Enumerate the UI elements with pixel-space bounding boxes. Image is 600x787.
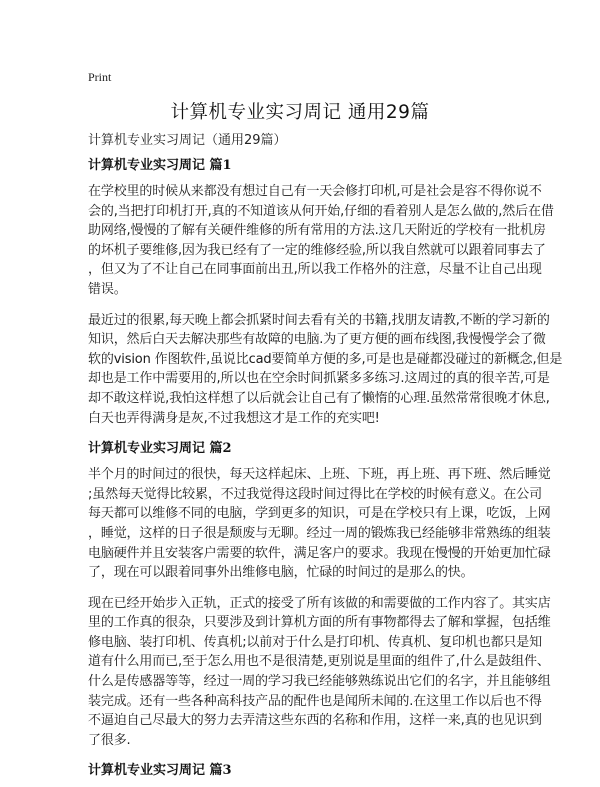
paragraph-line: 了很多.: [88, 732, 131, 748]
paragraph-line: 半个月的时间过的很快，每天这样起床、上班、下班，再上班、再下班、然后睡觉: [88, 467, 551, 483]
paragraph-line: 什么是传感器等等，经过一周的学习我已经能够熟练说出它们的名字，并且能够组: [88, 674, 551, 690]
paragraph-line: 会的,当把打印机打开,真的不知道该从何开始,仔细的看着别人是怎么做的,然后在借: [88, 203, 554, 219]
paragraph-line: 了，现在可以跟着同事外出维修电脑，忙碌的时间过的是那么的快。: [88, 565, 474, 581]
paragraph-line: 道有什么用而已,至于怎么用也不是很清楚,更别说是里面的组件了,什么是鼓组件、: [88, 654, 550, 670]
paragraph-line: 修电脑、装打印机、传真机;以前对于什么是打印机、传真机、复印机也都只是知: [88, 634, 542, 650]
print-link[interactable]: Print: [88, 70, 112, 84]
paragraph-line: 电脑硬件并且安装客户需要的软件，满足客户的要求。我现在慢慢的开始更加忙碌: [88, 545, 551, 561]
paragraph: [88, 311, 563, 429]
paragraph-line: 的坏机子要维修,因为我已经有了一定的维修经验,所以我自然就可以跟着同事去了: [88, 242, 546, 258]
paragraph-line: 软的vision 作图软件,虽说比cad要简单方便的多,可是也是碰都没碰过的新概念,但是: [88, 351, 563, 367]
paragraph-line: 错误。: [88, 281, 127, 297]
page-title: 计算机专业实习周记 通用29篇: [170, 102, 430, 123]
section: [88, 761, 528, 780]
paragraph-line: 每天都可以维修不同的电脑，学到更多的知识，可是在学校只有上课，吃饭，上网: [88, 506, 551, 522]
document-body: [88, 131, 563, 787]
paragraph-line: ，但又为了不让自己在同事面前出丑,所以我工作格外的注意，尽量不让自己出现: [88, 262, 542, 278]
section-heading: 计算机专业实习周记 篇1: [88, 158, 232, 173]
paragraph-line: 在学校里的时候从来都没有想过自己有一天会修打印机,可是社会是容不得你说不: [88, 184, 542, 199]
paragraph-line: 助网络,慢慢的了解有关硬件维修的所有常用的方法.这几天附近的学校有一批机房: [88, 223, 546, 239]
section: [88, 156, 563, 428]
paragraph-line: 不逼迫自己尽最大的努力去弄清这些东西的名称和作用，这样一来,真的也见识到: [88, 713, 542, 729]
paragraph-line: ;虽然每天觉得比较累，不过我觉得这段时间过得比在学校的时候有意义。在公司: [88, 486, 542, 502]
paragraph-line: ，睡觉，这样的日子很是颓废与无聊。经过一周的锻炼我已经能够非常熟练的组装: [88, 525, 551, 541]
paragraph: [88, 465, 551, 583]
section-heading: 计算机专业实习周记 篇2: [88, 441, 232, 457]
paragraph-line: 白天也弄得满身是灰,不过我想这才是工作的充实吧!: [88, 410, 380, 426]
sections: [88, 156, 563, 780]
paragraph: [88, 182, 554, 300]
paragraph-line: 却也是工作中需要用的,所以也在空余时间抓紧多多练习.这周过的真的很辛苦,可是: [88, 371, 550, 387]
section-heading: 计算机专业实习周记 篇3: [88, 763, 232, 779]
paragraph-line: 装完成。还有一些各种高科技产品的配件也是闻所未闻的.在这里工作以后也不得: [88, 693, 542, 709]
paragraph-line: 最近过的很累,每天晚上都会抓紧时间去看有关的书籍,找朋友请教,不断的学习新的: [88, 312, 550, 328]
document-subtitle: 计算机专业实习周记（通用29篇）: [88, 133, 287, 148]
paragraph: [88, 594, 551, 751]
paragraph-line: 却不敢这样说,我怕这样想了以后就会让自己有了懒惰的心理.虽然常常很晚才休息,: [88, 390, 550, 406]
paragraph-line: 现在已经开始步入正轨，正式的接受了所有该做的和需要做的工作内容了。其实店: [88, 595, 551, 611]
paragraph-line: 知识，然后白天去解决那些有故障的电脑.为了更方便的画布线图,我慢慢学会了微: [88, 332, 546, 348]
section: [88, 439, 551, 750]
paragraph-line: 里的工作真的很杂，只要涉及到计算机方面的所有事物都得去了解和掌握，包括维: [88, 615, 551, 631]
